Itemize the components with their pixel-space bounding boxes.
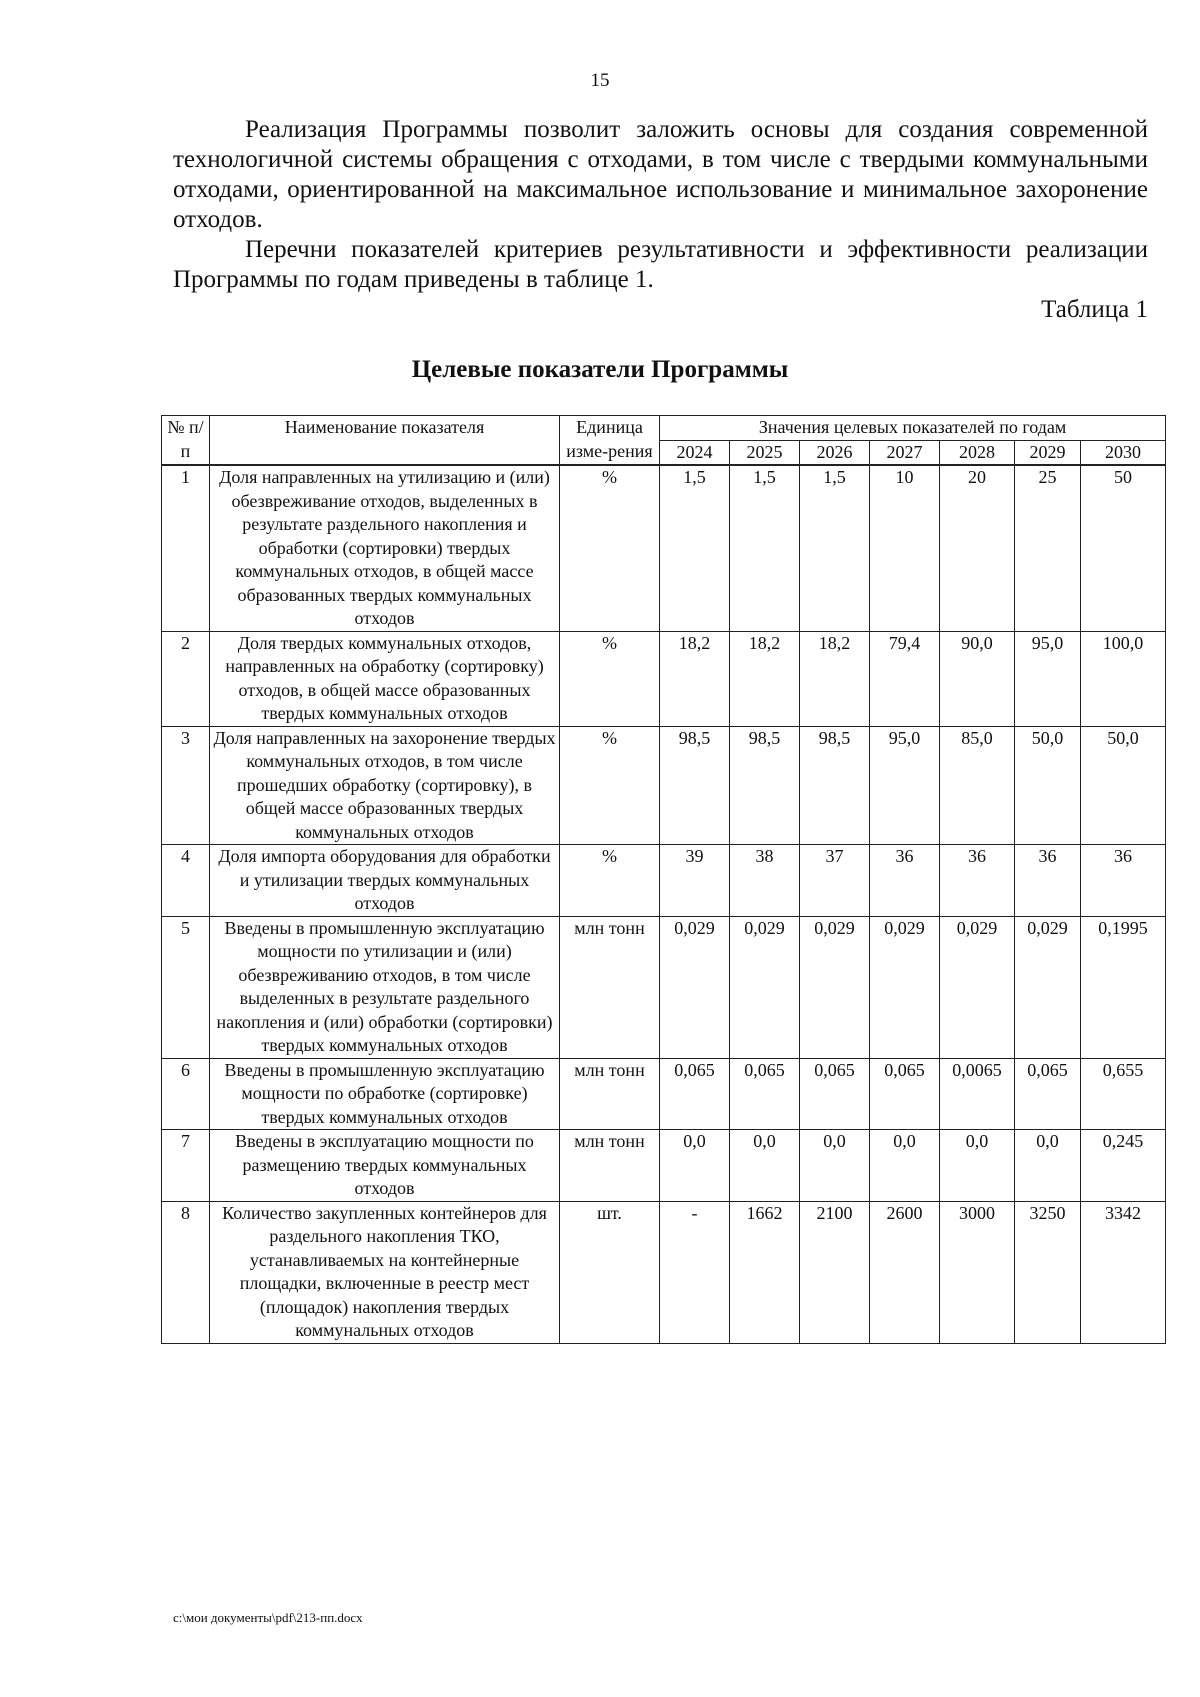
table-label: Таблица 1 <box>1041 296 1148 323</box>
row-value: 18,2 <box>660 631 730 726</box>
row-value: 50,0 <box>1081 726 1166 845</box>
row-value: 18,2 <box>800 631 870 726</box>
row-value: 0,029 <box>870 916 940 1058</box>
row-num: 6 <box>162 1058 210 1130</box>
header-year: 2027 <box>870 440 940 465</box>
row-value: 98,5 <box>730 726 800 845</box>
row-value: 0,029 <box>660 916 730 1058</box>
header-year: 2024 <box>660 440 730 465</box>
paragraph: Перечни показателей критериев результативности и эффективности реализации Программы по годам приведены в таблице 1. <box>173 236 1148 293</box>
row-unit: % <box>560 466 660 632</box>
row-value: 0,0 <box>940 1130 1015 1202</box>
table-row <box>162 1201 1166 1343</box>
row-value: 38 <box>730 845 800 917</box>
row-value: 90,0 <box>940 631 1015 726</box>
table-row <box>162 1130 1166 1202</box>
row-value: 10 <box>870 466 940 632</box>
row-value: 25 <box>1015 466 1081 632</box>
footer-file-path: c:\мои документы\pdf\213-пп.docx <box>173 1610 363 1625</box>
row-unit: % <box>560 845 660 917</box>
row-value: 3250 <box>1015 1201 1081 1343</box>
row-value: 98,5 <box>660 726 730 845</box>
table-header <box>162 416 1166 466</box>
body-text <box>173 115 1148 295</box>
row-value: 1,5 <box>730 466 800 632</box>
row-value: 0,1995 <box>1081 916 1166 1058</box>
row-name: Введены в промышленную эксплуатацию мощности по обработке (сортировке) твердых коммунальных отходов <box>210 1058 560 1130</box>
row-value: 50,0 <box>1015 726 1081 845</box>
row-value: 79,4 <box>870 631 940 726</box>
row-name: Доля импорта оборудования для обработки и утилизации твердых коммунальных отходов <box>210 845 560 917</box>
row-num: 2 <box>162 631 210 726</box>
row-value: 1,5 <box>660 466 730 632</box>
table-row <box>162 1058 1166 1130</box>
row-value: 3342 <box>1081 1201 1166 1343</box>
row-value: 0,029 <box>940 916 1015 1058</box>
row-name: Количество закупленных контейнеров для раздельного накопления ТКО, устанавливаемых на контейнерные площадки, включенные в реестр мест (площадок) накопления твердых коммунальных отходов <box>210 1201 560 1343</box>
header-values-group: Значения целевых показателей по годам <box>660 416 1166 441</box>
row-value: 95,0 <box>870 726 940 845</box>
row-value: 95,0 <box>1015 631 1081 726</box>
row-value: 98,5 <box>800 726 870 845</box>
row-value: 0,029 <box>1015 916 1081 1058</box>
table-row <box>162 631 1166 726</box>
row-num: 8 <box>162 1201 210 1343</box>
row-value: 37 <box>800 845 870 917</box>
row-value: 0,065 <box>1015 1058 1081 1130</box>
row-name: Введены в эксплуатацию мощности по размещению твердых коммунальных отходов <box>210 1130 560 1202</box>
table-row <box>162 916 1166 1058</box>
row-value: 36 <box>940 845 1015 917</box>
row-num: 7 <box>162 1130 210 1202</box>
row-value: 39 <box>660 845 730 917</box>
row-value: 100,0 <box>1081 631 1166 726</box>
table-row <box>162 466 1166 632</box>
row-value: 0,029 <box>800 916 870 1058</box>
header-unit: Единица изме-рения <box>560 416 660 465</box>
row-value: 1,5 <box>800 466 870 632</box>
header-year: 2029 <box>1015 440 1081 465</box>
paragraph: Реализация Программы позволит заложить основы для создания современной технологичной системы обращения с отходами, в том числе с твердыми коммунальными отходами, ориентированной на максимальное использование и минимальное захоронение отходов. <box>173 116 1148 233</box>
row-value: 0,245 <box>1081 1130 1166 1202</box>
row-value: 85,0 <box>940 726 1015 845</box>
row-value: 20 <box>940 466 1015 632</box>
row-name: Доля направленных на захоронение твердых коммунальных отходов, в том числе прошедших обработку (сортировку), в общей массе образованных твердых коммунальных отходов <box>210 726 560 845</box>
row-unit: млн тонн <box>560 916 660 1058</box>
row-value: 2100 <box>800 1201 870 1343</box>
row-value: 1662 <box>730 1201 800 1343</box>
row-unit: млн тонн <box>560 1130 660 1202</box>
row-value: 0,655 <box>1081 1058 1166 1130</box>
row-value: 3000 <box>940 1201 1015 1343</box>
row-value: 2600 <box>870 1201 940 1343</box>
row-unit: млн тонн <box>560 1058 660 1130</box>
row-value: 36 <box>1081 845 1166 917</box>
row-value: 0,0 <box>660 1130 730 1202</box>
row-num: 3 <box>162 726 210 845</box>
row-value: 0,065 <box>800 1058 870 1130</box>
table-title: Целевые показатели Программы <box>411 356 789 383</box>
table-row <box>162 845 1166 917</box>
header-year: 2030 <box>1081 440 1166 465</box>
header-year: 2026 <box>800 440 870 465</box>
header-num: № п/п <box>162 416 210 465</box>
row-value: 0,065 <box>870 1058 940 1130</box>
header-year: 2028 <box>940 440 1015 465</box>
row-num: 4 <box>162 845 210 917</box>
row-value: 0,029 <box>730 916 800 1058</box>
page-number: 15 <box>590 70 610 91</box>
header-name: Наименование показателя <box>210 416 560 465</box>
row-value: 36 <box>870 845 940 917</box>
table-body <box>162 466 1166 1344</box>
row-value: 0,0065 <box>940 1058 1015 1130</box>
row-value: 18,2 <box>730 631 800 726</box>
row-value: 0,0 <box>1015 1130 1081 1202</box>
row-unit: % <box>560 631 660 726</box>
row-value: - <box>660 1201 730 1343</box>
row-num: 1 <box>162 466 210 632</box>
row-value: 0,0 <box>730 1130 800 1202</box>
row-value: 0,0 <box>870 1130 940 1202</box>
header-year: 2025 <box>730 440 800 465</box>
row-name: Введены в промышленную эксплуатацию мощности по утилизации и (или) обезвреживанию отходов, в том числе выделенных в результате раздельного накопления и (или) обработки (сортировки) твердых коммунальных отходов <box>210 916 560 1058</box>
row-unit: % <box>560 726 660 845</box>
row-num: 5 <box>162 916 210 1058</box>
row-value: 0,0 <box>800 1130 870 1202</box>
row-value: 0,065 <box>730 1058 800 1130</box>
table-row <box>162 726 1166 845</box>
row-name: Доля твердых коммунальных отходов, направленных на обработку (сортировку) отходов, в общей массе образованных твердых коммунальных отходов <box>210 631 560 726</box>
row-name: Доля направленных на утилизацию и (или) обезвреживание отходов, выделенных в результате раздельного накопления и обработки (сортировки) твердых коммунальных отходов, в общей массе образованных твердых коммунальных отходов <box>210 466 560 632</box>
target-indicators-table <box>161 415 1166 1344</box>
row-unit: шт. <box>560 1201 660 1343</box>
row-value: 36 <box>1015 845 1081 917</box>
row-value: 50 <box>1081 466 1166 632</box>
row-value: 0,065 <box>660 1058 730 1130</box>
